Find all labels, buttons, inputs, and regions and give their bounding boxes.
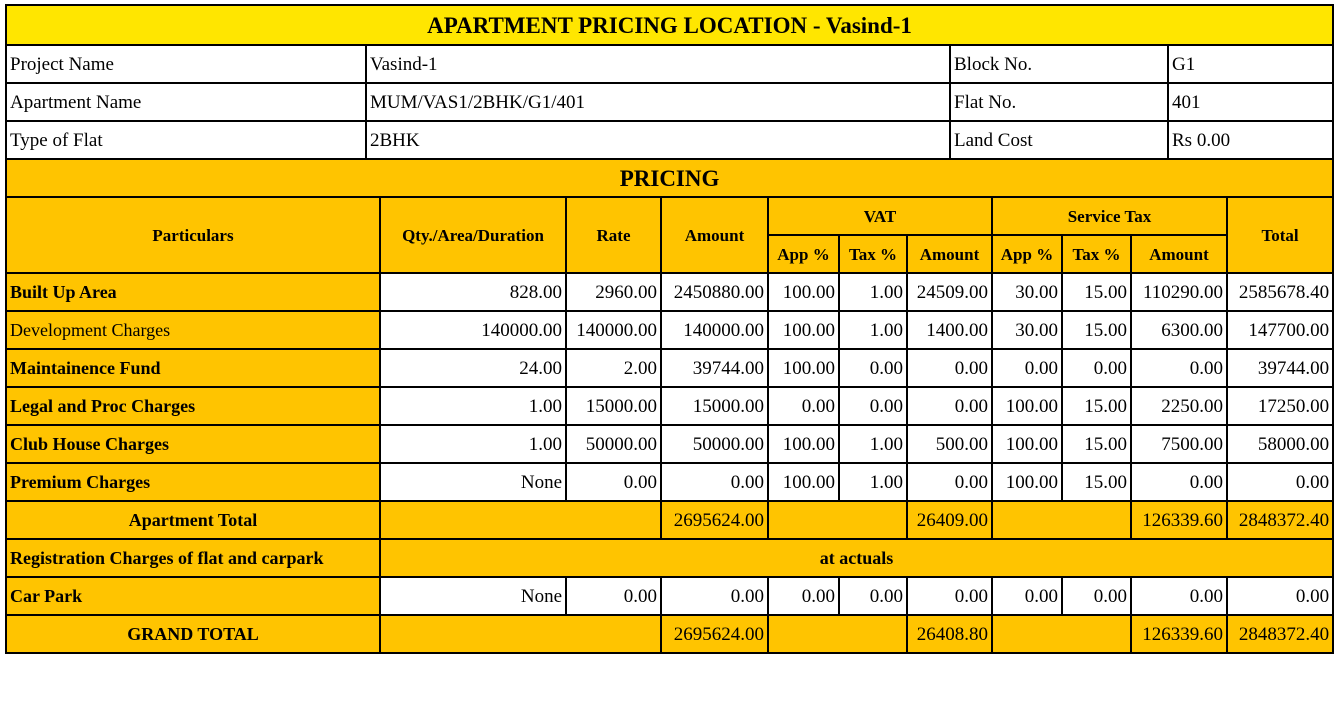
grand-total-blank bbox=[380, 615, 661, 653]
cell-vat-amount: 0.00 bbox=[907, 387, 992, 425]
col-vat-app: App % bbox=[768, 235, 839, 273]
cell-vat-app: 100.00 bbox=[768, 425, 839, 463]
cell-st-app: 100.00 bbox=[992, 425, 1062, 463]
cell-vat-app: 0.00 bbox=[768, 387, 839, 425]
grand-total-total: 2848372.40 bbox=[1227, 615, 1333, 653]
cell-vat-tax: 0.00 bbox=[839, 387, 907, 425]
cell-vat-tax: 1.00 bbox=[839, 425, 907, 463]
cell-qty: 1.00 bbox=[380, 425, 566, 463]
info-table bbox=[5, 4, 1334, 160]
cell-vat-amount: 0.00 bbox=[907, 349, 992, 387]
row-label: Car Park bbox=[6, 577, 380, 615]
apartment-total-amount: 2695624.00 bbox=[661, 501, 768, 539]
pricing-table bbox=[5, 158, 1334, 654]
header-row-1 bbox=[6, 197, 1333, 235]
registration-row bbox=[6, 539, 1333, 577]
col-st-amount: Amount bbox=[1131, 235, 1227, 273]
row-label: Club House Charges bbox=[6, 425, 380, 463]
col-total: Total bbox=[1227, 197, 1333, 273]
project-name-label: Project Name bbox=[6, 45, 366, 83]
grand-total-vat: 26408.80 bbox=[907, 615, 992, 653]
cell-vat-amount: 1400.00 bbox=[907, 311, 992, 349]
table-row bbox=[6, 387, 1333, 425]
grand-total-blank bbox=[992, 615, 1131, 653]
cell-vat-amount: 500.00 bbox=[907, 425, 992, 463]
apartment-total-row bbox=[6, 501, 1333, 539]
cell-amount: 50000.00 bbox=[661, 425, 768, 463]
cell-st-amount: 0.00 bbox=[1131, 463, 1227, 501]
cell-total: 39744.00 bbox=[1227, 349, 1333, 387]
cell-vat-app: 100.00 bbox=[768, 273, 839, 311]
cell-qty: None bbox=[380, 577, 566, 615]
cell-vat-app: 100.00 bbox=[768, 349, 839, 387]
apartment-name-value: MUM/VAS1/2BHK/G1/401 bbox=[366, 83, 950, 121]
flat-label: Flat No. bbox=[950, 83, 1168, 121]
block-label: Block No. bbox=[950, 45, 1168, 83]
apartment-total-blank bbox=[768, 501, 907, 539]
row-label: Premium Charges bbox=[6, 463, 380, 501]
apartment-total-total: 2848372.40 bbox=[1227, 501, 1333, 539]
cell-qty: 828.00 bbox=[380, 273, 566, 311]
cell-qty: 140000.00 bbox=[380, 311, 566, 349]
table-row bbox=[6, 311, 1333, 349]
grand-total-blank bbox=[768, 615, 907, 653]
cell-st-tax: 15.00 bbox=[1062, 463, 1131, 501]
cell-st-tax: 15.00 bbox=[1062, 387, 1131, 425]
pricing-title-row bbox=[6, 159, 1333, 197]
cell-amount: 0.00 bbox=[661, 463, 768, 501]
cell-vat-amount: 0.00 bbox=[907, 577, 992, 615]
apartment-total-blank bbox=[380, 501, 661, 539]
cell-amount: 15000.00 bbox=[661, 387, 768, 425]
cell-st-amount: 6300.00 bbox=[1131, 311, 1227, 349]
type-value: 2BHK bbox=[366, 121, 950, 159]
land-cost-value: Rs 0.00 bbox=[1168, 121, 1333, 159]
cell-vat-tax: 1.00 bbox=[839, 273, 907, 311]
apartment-name-label: Apartment Name bbox=[6, 83, 366, 121]
cell-st-app: 0.00 bbox=[992, 577, 1062, 615]
cell-vat-amount: 0.00 bbox=[907, 463, 992, 501]
apartment-total-label: Apartment Total bbox=[6, 501, 380, 539]
cell-qty: None bbox=[380, 463, 566, 501]
cell-amount: 39744.00 bbox=[661, 349, 768, 387]
cell-total: 0.00 bbox=[1227, 463, 1333, 501]
cell-rate: 50000.00 bbox=[566, 425, 661, 463]
cell-st-amount: 110290.00 bbox=[1131, 273, 1227, 311]
apartment-total-blank bbox=[992, 501, 1131, 539]
page-title: APARTMENT PRICING LOCATION - Vasind-1 bbox=[6, 5, 1333, 45]
project-name-value: Vasind-1 bbox=[366, 45, 950, 83]
cell-vat-app: 0.00 bbox=[768, 577, 839, 615]
cell-rate: 140000.00 bbox=[566, 311, 661, 349]
table-row bbox=[6, 349, 1333, 387]
cell-st-tax: 15.00 bbox=[1062, 311, 1131, 349]
registration-label: Registration Charges of flat and carpark bbox=[6, 539, 380, 577]
col-rate: Rate bbox=[566, 197, 661, 273]
cell-st-app: 30.00 bbox=[992, 273, 1062, 311]
info-row-project bbox=[6, 45, 1333, 83]
col-amount: Amount bbox=[661, 197, 768, 273]
cell-vat-tax: 0.00 bbox=[839, 577, 907, 615]
col-st-app: App % bbox=[992, 235, 1062, 273]
row-label: Maintainence Fund bbox=[6, 349, 380, 387]
cell-st-tax: 0.00 bbox=[1062, 349, 1131, 387]
cell-qty: 24.00 bbox=[380, 349, 566, 387]
cell-amount: 2450880.00 bbox=[661, 273, 768, 311]
cell-st-app: 100.00 bbox=[992, 463, 1062, 501]
land-cost-label: Land Cost bbox=[950, 121, 1168, 159]
grand-total-label: GRAND TOTAL bbox=[6, 615, 380, 653]
cell-total: 17250.00 bbox=[1227, 387, 1333, 425]
info-row-apartment bbox=[6, 83, 1333, 121]
flat-value: 401 bbox=[1168, 83, 1333, 121]
cell-st-tax: 15.00 bbox=[1062, 273, 1131, 311]
cell-rate: 0.00 bbox=[566, 463, 661, 501]
cell-st-app: 100.00 bbox=[992, 387, 1062, 425]
grand-total-st: 126339.60 bbox=[1131, 615, 1227, 653]
cell-st-amount: 7500.00 bbox=[1131, 425, 1227, 463]
table-row bbox=[6, 273, 1333, 311]
cell-st-app: 30.00 bbox=[992, 311, 1062, 349]
apartment-total-vat: 26409.00 bbox=[907, 501, 992, 539]
info-row-type bbox=[6, 121, 1333, 159]
car-park-row bbox=[6, 577, 1333, 615]
cell-vat-tax: 1.00 bbox=[839, 311, 907, 349]
cell-rate: 2960.00 bbox=[566, 273, 661, 311]
col-vat-tax: Tax % bbox=[839, 235, 907, 273]
table-row bbox=[6, 425, 1333, 463]
cell-total: 147700.00 bbox=[1227, 311, 1333, 349]
row-label: Development Charges bbox=[6, 311, 380, 349]
row-label: Built Up Area bbox=[6, 273, 380, 311]
cell-vat-app: 100.00 bbox=[768, 463, 839, 501]
cell-total: 0.00 bbox=[1227, 577, 1333, 615]
cell-total: 2585678.40 bbox=[1227, 273, 1333, 311]
cell-qty: 1.00 bbox=[380, 387, 566, 425]
col-qty: Qty./Area/Duration bbox=[380, 197, 566, 273]
cell-st-tax: 15.00 bbox=[1062, 425, 1131, 463]
title-row bbox=[6, 5, 1333, 45]
grand-total-row bbox=[6, 615, 1333, 653]
cell-st-tax: 0.00 bbox=[1062, 577, 1131, 615]
col-service-tax: Service Tax bbox=[992, 197, 1227, 235]
col-st-tax: Tax % bbox=[1062, 235, 1131, 273]
cell-vat-tax: 0.00 bbox=[839, 349, 907, 387]
cell-st-amount: 0.00 bbox=[1131, 577, 1227, 615]
grand-total-amount: 2695624.00 bbox=[661, 615, 768, 653]
apartment-total-st: 126339.60 bbox=[1131, 501, 1227, 539]
cell-amount: 0.00 bbox=[661, 577, 768, 615]
table-row bbox=[6, 463, 1333, 501]
cell-vat-amount: 24509.00 bbox=[907, 273, 992, 311]
col-vat-amount: Amount bbox=[907, 235, 992, 273]
cell-total: 58000.00 bbox=[1227, 425, 1333, 463]
row-label: Legal and Proc Charges bbox=[6, 387, 380, 425]
registration-value: at actuals bbox=[380, 539, 1333, 577]
cell-rate: 15000.00 bbox=[566, 387, 661, 425]
block-value: G1 bbox=[1168, 45, 1333, 83]
cell-amount: 140000.00 bbox=[661, 311, 768, 349]
cell-rate: 2.00 bbox=[566, 349, 661, 387]
col-particulars: Particulars bbox=[6, 197, 380, 273]
cell-vat-app: 100.00 bbox=[768, 311, 839, 349]
cell-rate: 0.00 bbox=[566, 577, 661, 615]
cell-st-amount: 0.00 bbox=[1131, 349, 1227, 387]
pricing-sheet bbox=[5, 4, 1332, 654]
type-label: Type of Flat bbox=[6, 121, 366, 159]
cell-st-app: 0.00 bbox=[992, 349, 1062, 387]
cell-vat-tax: 1.00 bbox=[839, 463, 907, 501]
cell-st-amount: 2250.00 bbox=[1131, 387, 1227, 425]
col-vat: VAT bbox=[768, 197, 992, 235]
pricing-title: PRICING bbox=[6, 159, 1333, 197]
